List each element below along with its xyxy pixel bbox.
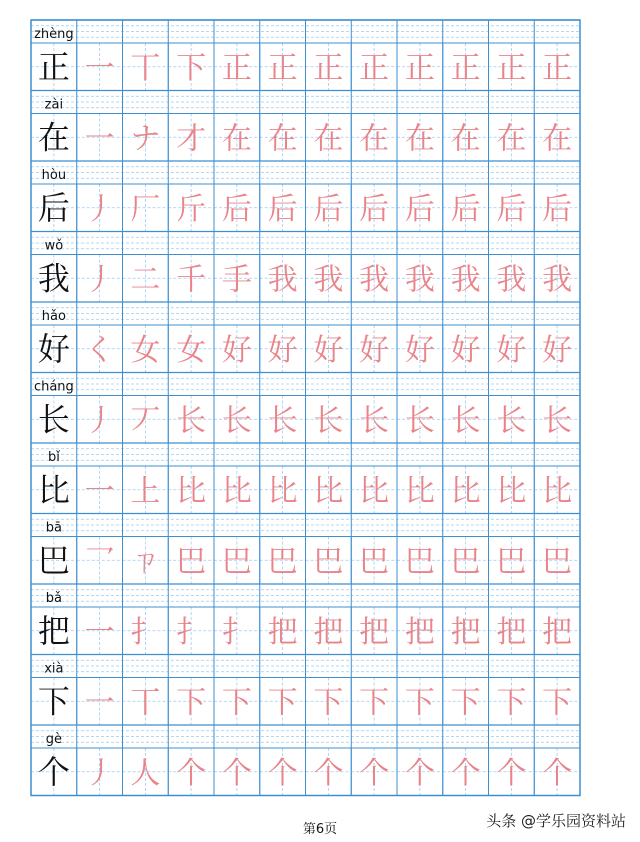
pinyin-label: zhèng [34,27,74,42]
trace-character: 后 [359,191,390,227]
trace-character: 个 [404,755,435,791]
pinyin-label: gè [45,732,62,747]
page-number: 第6页 [302,822,338,837]
pinyin-label: hǎo [41,309,66,324]
trace-character: 下 [176,50,207,86]
trace-character: 后 [221,191,252,227]
trace-character: 我 [542,262,573,298]
trace-character: 厂 [130,191,161,227]
trace-character: 好 [450,332,481,368]
pinyin-label: bǐ [47,450,60,465]
trace-character: 正 [359,50,390,86]
pinyin-label: xià [44,661,64,677]
trace-character: 把 [313,614,344,650]
model-character: 把 [37,611,70,650]
pinyin-label: bǎ [45,591,62,606]
pinyin-label: zài [44,97,64,113]
trace-character: 下 [404,685,435,721]
trace-character: 巴 [404,544,435,580]
trace-character: 扌 [176,614,207,650]
model-character: 我 [37,259,70,298]
trace-character: 在 [496,121,527,157]
trace-character: 女 [176,332,207,368]
trace-character: 我 [496,262,527,298]
trace-character: 二 [130,262,161,298]
trace-character: 在 [404,121,435,157]
trace-character: ナ [130,121,161,157]
model-character: 正 [37,47,70,86]
trace-character: ㄗ [130,544,161,580]
trace-character: 个 [313,755,344,791]
trace-character: 下 [496,685,527,721]
pinyin-label: cháng [33,379,74,395]
trace-character: 丿 [84,191,115,227]
trace-character: 比 [404,473,435,509]
trace-character: 下 [359,685,390,721]
model-character: 好 [37,329,70,368]
trace-character: 正 [450,50,481,86]
trace-character: 后 [450,191,481,227]
trace-character: 长 [496,403,527,439]
trace-character: 长 [404,403,435,439]
trace-character: 一 [84,50,115,86]
trace-character: 人 [130,755,161,791]
trace-character: 下 [542,685,573,721]
trace-character: 比 [496,473,527,509]
trace-character: 后 [313,191,344,227]
trace-character: 巴 [221,544,252,580]
trace-character: 个 [496,755,527,791]
trace-character: 扌 [130,614,161,650]
trace-character: 我 [359,262,390,298]
trace-character: く [84,332,115,368]
trace-character: 在 [542,121,573,157]
trace-character: 后 [404,191,435,227]
trace-character: 才 [176,121,207,157]
trace-character: 个 [176,755,207,791]
trace-character: 下 [267,685,298,721]
trace-character: 一 [84,473,115,509]
trace-character: 丿 [84,403,115,439]
trace-character: 后 [267,191,298,227]
trace-character: 巴 [450,544,481,580]
trace-character: 下 [450,685,481,721]
trace-character: 长 [176,403,207,439]
trace-character: 长 [221,403,252,439]
trace-character: 巴 [313,544,344,580]
trace-character: 在 [359,121,390,157]
trace-character: 把 [359,614,390,650]
trace-character: 一 [84,614,115,650]
trace-character: 巴 [267,544,298,580]
trace-character: 好 [496,332,527,368]
trace-character: 长 [542,403,573,439]
model-character: 下 [37,682,70,721]
trace-character: 在 [267,121,298,157]
model-character: 后 [37,188,70,227]
trace-character: 正 [404,50,435,86]
model-character: 在 [37,118,70,157]
model-character: 巴 [37,541,70,580]
model-character: 比 [37,470,70,509]
trace-character: 个 [267,755,298,791]
trace-character: 下 [221,685,252,721]
trace-character: 好 [542,332,573,368]
trace-character: 正 [313,50,344,86]
trace-character: 后 [496,191,527,227]
trace-character: 在 [450,121,481,157]
trace-character: 我 [313,262,344,298]
trace-character: 把 [267,614,298,650]
trace-character: 好 [359,332,390,368]
pinyin-label: wǒ [44,238,64,254]
trace-character: 在 [221,121,252,157]
trace-character: 丿 [84,755,115,791]
trace-character: 巴 [496,544,527,580]
trace-character: 把 [496,614,527,650]
trace-character: 好 [404,332,435,368]
trace-character: 个 [359,755,390,791]
trace-character: 正 [221,50,252,86]
pinyin-label: bā [45,520,62,536]
trace-character: 我 [450,262,481,298]
model-character: 长 [37,400,70,439]
trace-character: 在 [313,121,344,157]
trace-character: 斤 [176,191,207,227]
trace-character: 上 [130,473,161,509]
trace-character: 长 [359,403,390,439]
trace-character: 个 [450,755,481,791]
trace-character: 一 [84,121,115,157]
trace-character: 下 [176,685,207,721]
trace-character: 比 [359,473,390,509]
trace-character: 长 [267,403,298,439]
trace-character: 正 [496,50,527,86]
trace-character: 个 [221,755,252,791]
trace-character: 把 [450,614,481,650]
trace-character: 比 [267,473,298,509]
trace-character: 正 [542,50,573,86]
trace-character: 比 [542,473,573,509]
trace-character: 丅 [130,685,161,721]
trace-character: 我 [404,262,435,298]
trace-character: 女 [130,332,161,368]
trace-character: 长 [313,403,344,439]
watermark: 头条 @学乐园资料站 [486,812,626,830]
trace-character: 丅 [130,50,161,86]
trace-character: 巴 [542,544,573,580]
trace-character: 巴 [176,544,207,580]
pinyin-label: hòu [41,168,67,183]
trace-character: 一 [84,685,115,721]
trace-character: 长 [450,403,481,439]
trace-character: 手 [221,262,252,298]
trace-character: 比 [450,473,481,509]
trace-character: 好 [221,332,252,368]
trace-character: 好 [313,332,344,368]
trace-character: 把 [404,614,435,650]
trace-character: 扌 [221,614,252,650]
trace-character: 比 [176,473,207,509]
trace-character: 好 [267,332,298,368]
trace-character: 我 [267,262,298,298]
trace-character: 比 [313,473,344,509]
trace-character: 个 [542,755,573,791]
trace-character: 丿 [84,262,115,298]
trace-character: 乛 [84,544,115,580]
trace-character: 比 [221,473,252,509]
trace-character: 下 [313,685,344,721]
trace-character: 后 [542,191,573,227]
trace-character: 把 [542,614,573,650]
model-character: 个 [37,752,70,791]
trace-character: 巴 [359,544,390,580]
trace-character: 正 [267,50,298,86]
trace-character: 丆 [130,403,161,439]
trace-character: 千 [176,262,207,298]
